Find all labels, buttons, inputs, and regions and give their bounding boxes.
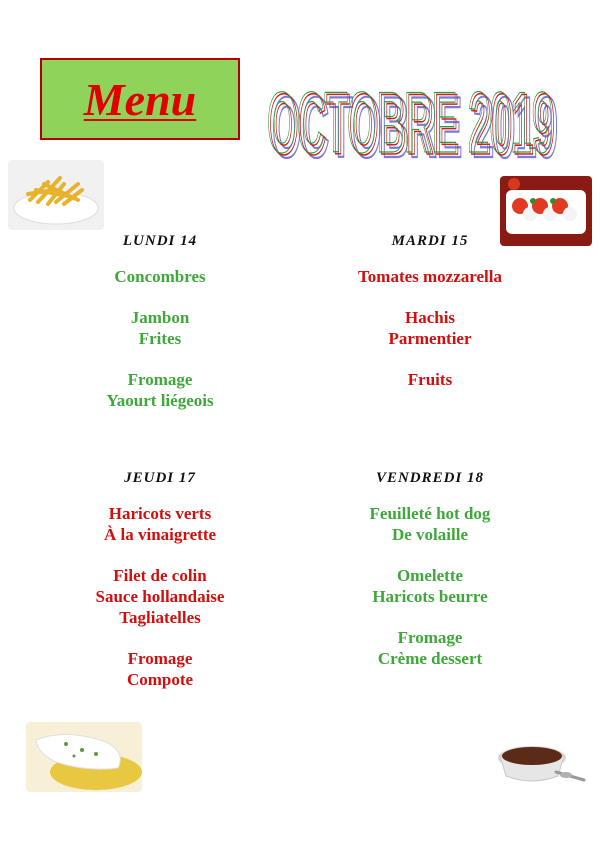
chocolate-cream-photo	[486, 720, 590, 792]
dish-group	[40, 503, 280, 545]
dish-group	[310, 565, 550, 607]
day-label: VENDREDI 18	[375, 470, 485, 486]
dish-item: Feuilleté hot dog	[369, 504, 491, 523]
fries-photo	[8, 160, 104, 230]
dish-item: Fromage	[127, 649, 193, 668]
menu-title: Menu	[83, 73, 197, 125]
dish-item: Tomates mozzarella	[358, 267, 502, 286]
dish-item: De volaille	[391, 525, 468, 544]
fish-photo	[26, 722, 142, 792]
dish-item: Filet de colin	[113, 566, 207, 585]
dish-group	[40, 648, 280, 690]
month-title-text: OCTOBRE 2019	[267, 75, 553, 171]
dish-item: Crème dessert	[377, 649, 483, 668]
dish-item: À la vinaigrette	[103, 525, 217, 544]
day-friday	[310, 470, 550, 689]
dish-item: Parmentier	[388, 329, 472, 348]
dish-item: Jambon	[130, 308, 190, 327]
menu-title-box	[40, 58, 240, 140]
dish-group	[310, 369, 550, 390]
day-thursday	[40, 470, 280, 710]
dish-group	[40, 266, 280, 287]
dish-item: Concombres	[114, 267, 206, 286]
dish-item: Yaourt liégeois	[106, 391, 214, 410]
dish-item: Omelette	[396, 566, 464, 585]
dish-group	[40, 307, 280, 349]
dish-item: Frites	[138, 329, 182, 348]
month-title	[262, 62, 562, 172]
svg-text:OCTOBRE 2019: OCTOBRE 2019	[269, 77, 555, 172]
dish-group	[310, 307, 550, 349]
dish-group	[310, 266, 550, 287]
day-tuesday	[310, 233, 550, 410]
dish-group	[310, 627, 550, 669]
dish-group	[40, 369, 280, 411]
dish-item: Haricots verts	[108, 504, 212, 523]
dish-item: Sauce hollandaise	[95, 587, 225, 606]
dish-item: Fromage	[397, 628, 463, 647]
dish-item: Tagliatelles	[119, 608, 201, 627]
dish-group	[310, 503, 550, 545]
svg-text:OCTOBRE 2019: OCTOBRE 2019	[272, 80, 558, 172]
day-label: MARDI 15	[391, 233, 469, 249]
day-label: JEUDI 17	[124, 470, 196, 486]
day-monday	[40, 233, 280, 431]
dish-item: Haricots beurre	[372, 587, 488, 606]
dish-item: Compote	[126, 670, 194, 689]
dish-group	[40, 565, 280, 628]
dish-item: Hachis	[404, 308, 456, 327]
dish-item: Fruits	[407, 370, 453, 389]
day-label: LUNDI 14	[122, 233, 198, 249]
dish-item: Fromage	[127, 370, 193, 389]
